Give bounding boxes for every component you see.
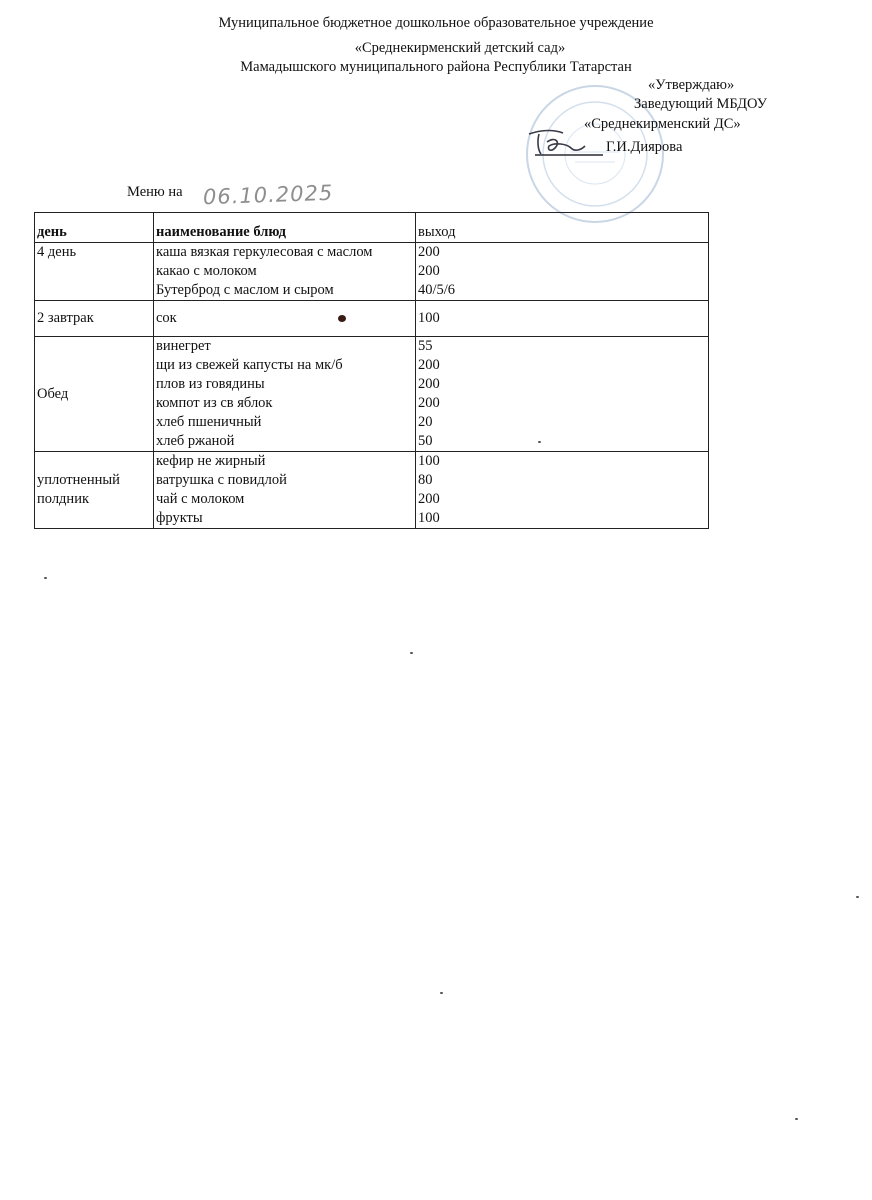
header-day: день [35, 213, 154, 243]
approval-approve: «Утверждаю» [648, 77, 735, 93]
dish-item: винегрет [156, 338, 211, 354]
approval-position: Заведующий МБДОУ [634, 96, 767, 112]
amount-item: 100 [418, 310, 440, 326]
amounts-cell [416, 452, 709, 529]
dish-item: плов из говядины [156, 376, 265, 392]
signature [525, 128, 605, 162]
dish-item: какао с молоком [156, 263, 257, 279]
dish-item: хлеб ржаной [156, 433, 235, 449]
table-row [35, 301, 709, 337]
table-row [35, 337, 709, 452]
table-row [35, 452, 709, 529]
dish-item: компот из св яблок [156, 395, 273, 411]
dish-item: щи из свежей капусты на мк/б [156, 357, 343, 373]
menu-label: Меню на [127, 184, 183, 200]
dish-item: Бутерброд с маслом и сыром [156, 282, 334, 298]
dish-item: сок [156, 310, 177, 326]
dish-item: хлеб пшеничный [156, 414, 262, 430]
scan-speck [440, 992, 443, 994]
meal-cell: 4 день [35, 243, 154, 301]
header-dishes: наименование блюд [154, 213, 416, 243]
amount-item: 200 [418, 244, 440, 260]
meal-cell: 2 завтрак [35, 301, 154, 337]
dish-item: кефир не жирный [156, 453, 266, 469]
scan-speck [44, 577, 47, 579]
org-name-line3: Мамадышского муниципального района Республики Татарстан [240, 59, 632, 75]
org-name-line2: «Среднекирменский детский сад» [354, 40, 566, 56]
amounts-cell [416, 301, 709, 337]
dishes-cell [154, 337, 416, 452]
amount-item: 200 [418, 263, 440, 279]
amount-item: 55 [418, 338, 433, 354]
dish-item: чай с молоком [156, 491, 245, 507]
menu-date: 06.10.2025 [202, 180, 334, 210]
amount-item: 50 [418, 433, 433, 449]
header-output: выход [416, 213, 709, 243]
amounts-cell [416, 337, 709, 452]
amount-item: 80 [418, 472, 433, 488]
amount-item: 200 [418, 376, 440, 392]
dish-item: каша вязкая геркулесовая с маслом [156, 244, 373, 260]
dishes-cell [154, 452, 416, 529]
dishes-cell [154, 301, 416, 337]
amount-item: 200 [418, 395, 440, 411]
approval-org: «Среднекирменский ДС» [584, 116, 741, 132]
dish-item: ватрушка с повидлой [156, 472, 287, 488]
approval-signer: Г.И.Диярова [606, 139, 683, 155]
scan-speck [410, 652, 413, 654]
dish-item: фрукты [156, 510, 203, 526]
table-row [35, 243, 709, 301]
amount-item: 200 [418, 357, 440, 373]
amounts-cell [416, 243, 709, 301]
amount-item: 200 [418, 491, 440, 507]
org-name-line1: Муниципальное бюджетное дошкольное образовательное учреждение [218, 15, 654, 31]
table-header-row [35, 213, 709, 243]
ink-blot [338, 315, 346, 322]
meal-cell: уплотненный полдник [35, 452, 154, 529]
scan-speck [538, 441, 541, 443]
amount-item: 40/5/6 [418, 282, 456, 298]
amount-item: 100 [418, 510, 440, 526]
amount-item: 100 [418, 453, 440, 469]
scan-speck [856, 896, 859, 898]
meal-cell: Обед [35, 337, 154, 452]
amount-item: 20 [418, 414, 433, 430]
scan-speck [795, 1118, 798, 1120]
menu-table [34, 212, 709, 529]
dishes-cell [154, 243, 416, 301]
